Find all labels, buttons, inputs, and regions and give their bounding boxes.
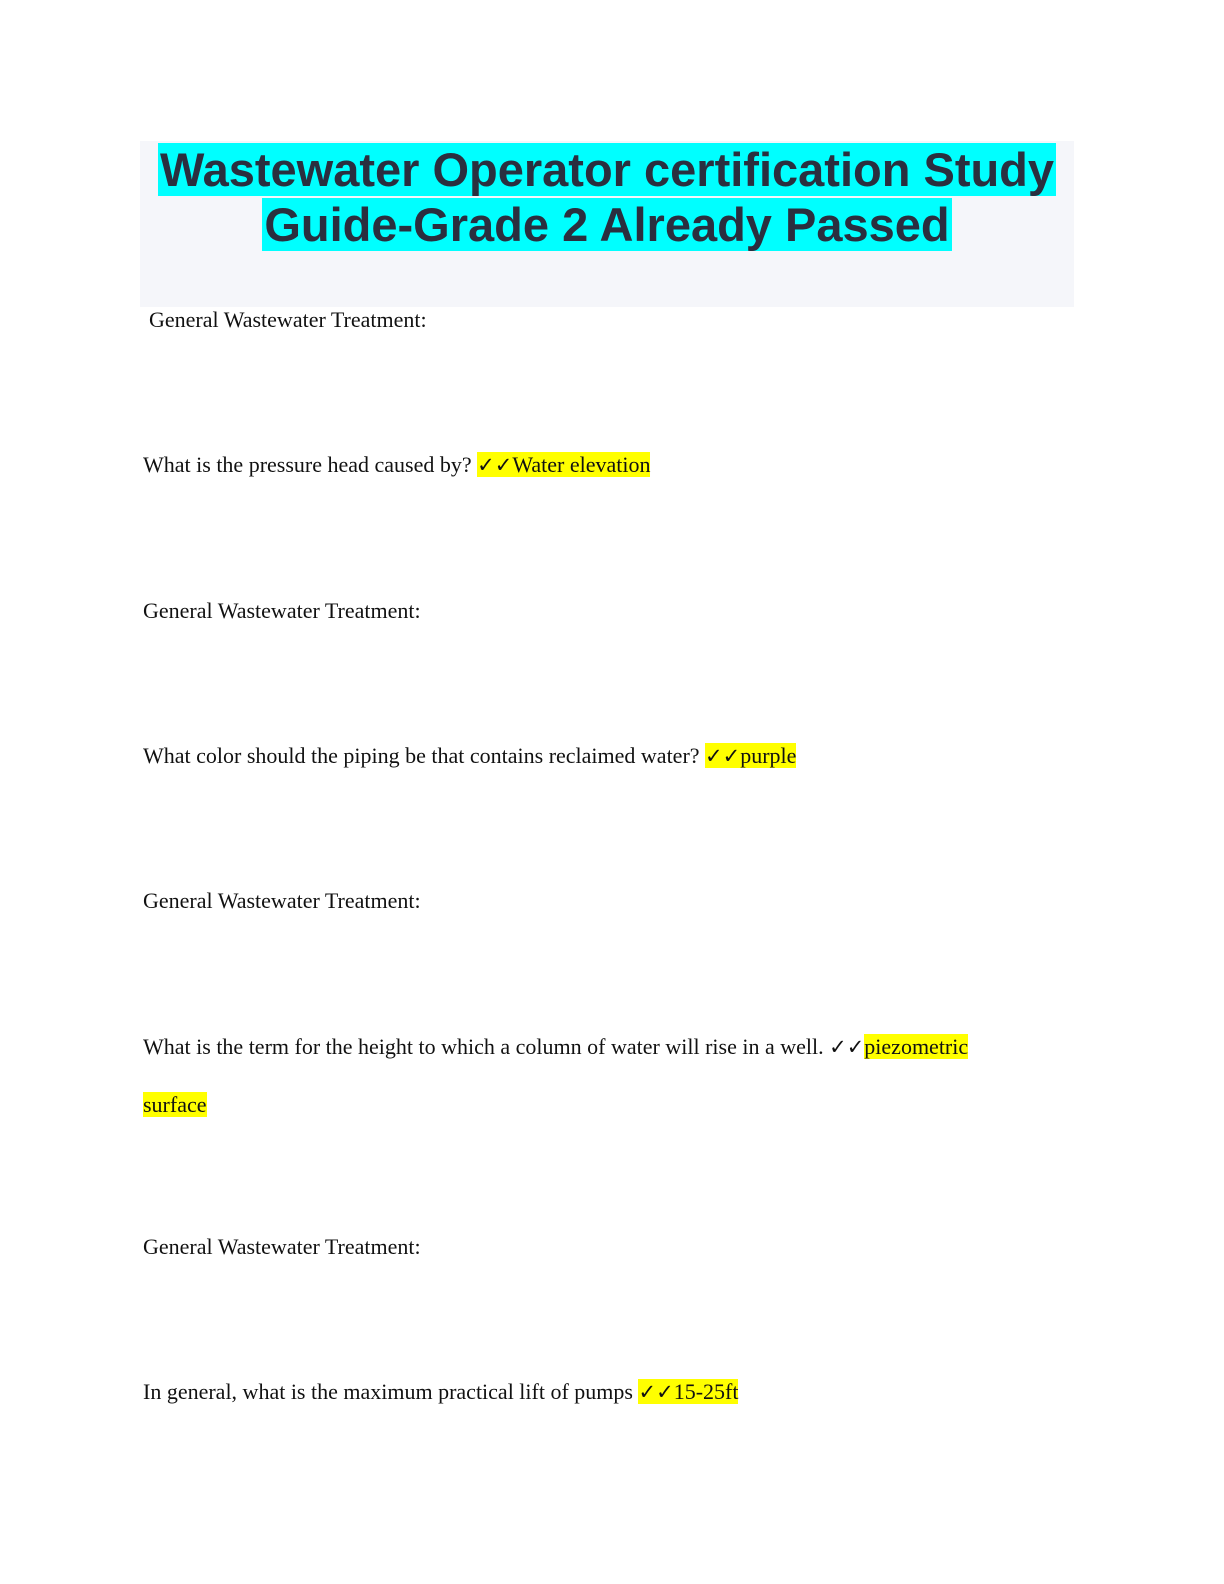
question-text: What color should the piping be that contains reclaimed water?	[143, 743, 700, 768]
question-line	[143, 741, 796, 771]
check-icon: ✓✓	[638, 1380, 674, 1404]
answer-text-continued: surface	[143, 1092, 207, 1117]
answer-text: 15-25ft	[673, 1379, 739, 1404]
section-heading: General Wastewater Treatment:	[149, 307, 427, 332]
question-line	[143, 450, 650, 480]
title-line-2-text: Guide-Grade 2 Already Passed	[264, 198, 950, 251]
question-text: What is the term for the height to which a column of water will rise in a well.	[143, 1034, 824, 1059]
question-line	[143, 1377, 738, 1407]
answer-highlight-line-1	[829, 1034, 968, 1059]
answer-text: piezometric	[864, 1034, 969, 1059]
question-text: In general, what is the maximum practical lift of pumps	[143, 1379, 633, 1404]
answer-text: Water elevation	[512, 452, 651, 477]
title-line-2	[140, 197, 1074, 253]
answer-continuation-line	[143, 1090, 207, 1120]
section-heading: General Wastewater Treatment:	[143, 598, 421, 623]
section-heading: General Wastewater Treatment:	[143, 888, 421, 913]
check-icon: ✓✓	[705, 744, 741, 768]
answer-highlight	[638, 1379, 738, 1404]
title-line-1	[140, 142, 1074, 198]
check-icon: ✓✓	[477, 453, 513, 477]
title-box	[140, 141, 1074, 307]
section-heading: General Wastewater Treatment:	[143, 1234, 421, 1259]
answer-highlight	[705, 743, 796, 768]
check-icon: ✓✓	[829, 1035, 865, 1059]
question-text: What is the pressure head caused by?	[143, 452, 472, 477]
answer-text: purple	[740, 743, 797, 768]
answer-highlight	[477, 452, 650, 477]
question-line	[143, 1032, 968, 1062]
title-line-1-text: Wastewater Operator certification Study	[159, 143, 1055, 196]
